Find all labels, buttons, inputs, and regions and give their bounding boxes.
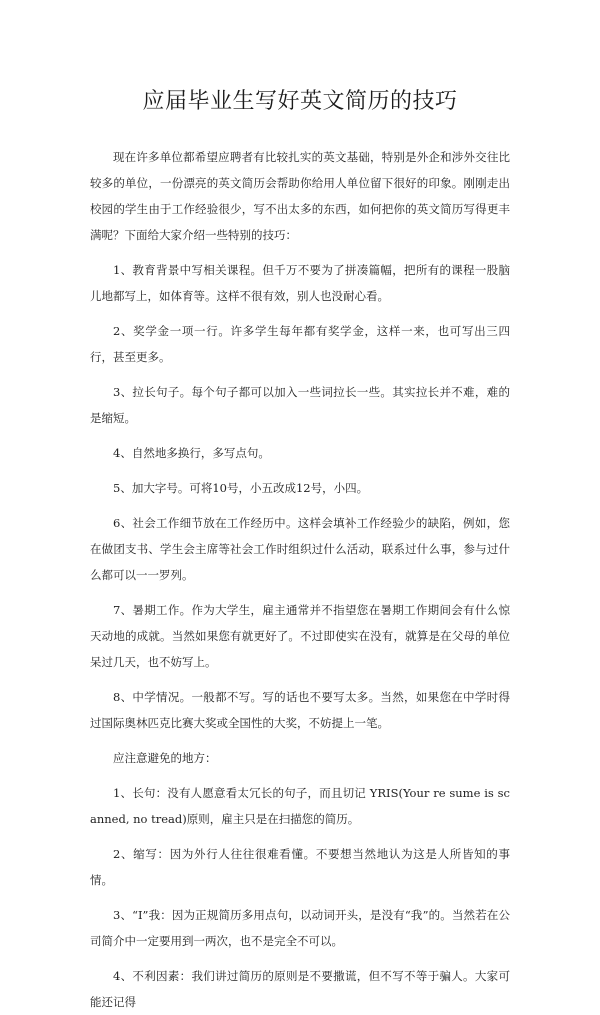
- avoid-paragraph-2: 2、缩写：因为外行人往往很难看懂。不要想当然地认为这是人所皆知的事情。: [90, 847, 510, 887]
- intro-paragraph: 现在许多单位都希望应聘者有比较扎实的英文基础，特别是外企和涉外交往比较多的单位，一份漂亮的英文简历会帮助你给用人单位留下很好的印象。刚刚走出校园的学生由于工作经验很少，写不出太多的东西，如何把你的英文简历写得更丰满呢？下面给大家介绍一些特别的技巧：: [90, 150, 510, 242]
- tip-paragraph-7: 7、暑期工作。作为大学生，雇主通常并不指望您在暑期工作期间会有什么惊天动地的成就。当然如果您有就更好了。不过即使实在没有，就算是在父母的单位呆过几天，也不妨写上。: [90, 603, 510, 669]
- tip-paragraph-6: 6、社会工作细节放在工作经历中。这样会填补工作经验少的缺陷，例如，您在做团支书、学生会主席等社会工作时组织过什么活动，联系过什么事，参与过什么都可以一一罗列。: [90, 516, 510, 582]
- tip-paragraph-1: 1、教育背景中写相关课程。但千万不要为了拼凑篇幅，把所有的课程一股脑儿地都写上，如体育等。这样不很有效，别人也没耐心看。: [90, 263, 510, 303]
- tip-paragraph-8: 8、中学情况。一般都不写。写的话也不要写太多。当然，如果您在中学时得过国际奥林匹克比赛大奖或全国性的大奖，不妨提上一笔。: [90, 690, 510, 730]
- avoid-paragraph-3: 3、“I”我：因为正规简历多用点句，以动词开头，是没有“我”的。当然若在公司简介中一定要用到一两次，也不是完全不可以。: [90, 908, 510, 948]
- document-body: [90, 144, 510, 1015]
- avoid-paragraph-4: 4、不利因素：我们讲过简历的原则是不要撒谎，但不写不等于骗人。大家可能还记得: [90, 969, 510, 1009]
- tip-paragraph-3: 3、拉长句子。每个句子都可以加入一些词拉长一些。其实拉长并不难，难的是缩短。: [90, 385, 510, 425]
- tip-paragraph-4: 4、自然地多换行，多写点句。: [113, 446, 270, 460]
- tip-paragraph-5: 5、加大字号。可将10号，小五改成12号，小四。: [113, 481, 369, 495]
- avoid-heading: 应注意避免的地方：: [113, 751, 217, 765]
- tip-paragraph-2: 2、奖学金一项一行。许多学生每年都有奖学金，这样一来，也可写出三四行，甚至更多。: [90, 324, 510, 364]
- avoid-paragraph-1: 1、长句：没有人愿意看太冗长的句子，而且切记 YRIS(Your re sume is scanned, no tread)原则，雇主只是在扫描您的简历。: [90, 786, 510, 826]
- document-title: 应届毕业生写好英文简历的技巧: [142, 89, 458, 114]
